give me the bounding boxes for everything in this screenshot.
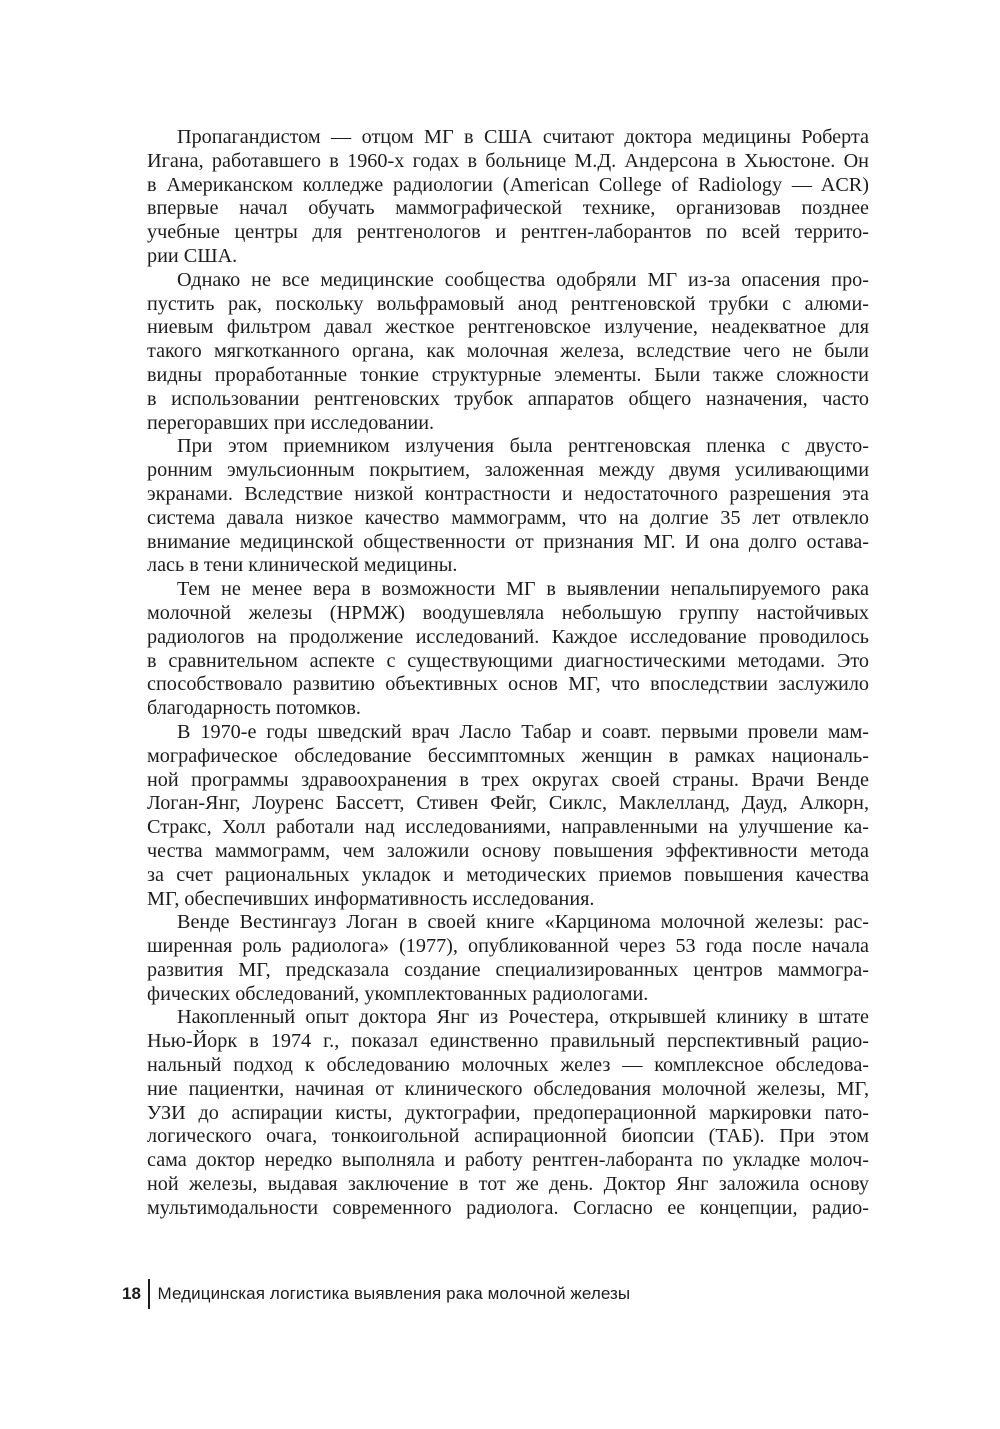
text-line: При этом приемником излучения была рентгеновская пленка с двусто- — [177, 435, 869, 458]
text-line: мографическое обследование бессимптомных женщин в рамках националь- — [147, 744, 869, 767]
text-line: внимание медицинской общественности от признания МГ. И она долго остава- — [147, 530, 869, 553]
paragraph — [147, 1006, 869, 1220]
paragraph — [147, 578, 869, 721]
text-line: Стракс, Холл работали над исследованиями, направленными на улучшение ка- — [147, 816, 869, 839]
paragraph — [147, 435, 869, 578]
text-line: ширенная роль радиолога» (1977), опубликованной через 53 года после начала — [147, 935, 869, 958]
page-number: 18 — [122, 1284, 141, 1303]
text-line: впервые начал обучать маммографической технике, организовав позднее — [147, 197, 869, 220]
text-line: ной железы, выдавая заключение в тот же день. Доктор Янг заложила основу — [147, 1173, 869, 1196]
text-line: развития МГ, предсказала создание специализированных центров маммогра- — [147, 958, 869, 981]
text-line: благодарность потомков. — [147, 697, 361, 720]
text-line: рии США. — [147, 244, 238, 267]
text-line: молочной железы (НРМЖ) воодушевляла небольшую группу настойчивых — [147, 601, 869, 624]
text-line: В 1970-е годы шведский врач Ласло Табар и соавт. первыми провели мам- — [177, 720, 869, 743]
text-line: ной программы здравоохранения в трех округах своей страны. Врачи Венде — [147, 768, 869, 791]
text-line: ронним эмульсионным покрытием, заложенная между двумя усиливающими — [147, 459, 869, 482]
text-line: Накопленный опыт доктора Янг из Рочестера, открывшей клинику в штате — [177, 1006, 869, 1029]
text-line: за счет рациональных укладок и методических приемов повышения качества — [147, 863, 869, 886]
page-footer — [122, 1278, 630, 1310]
text-line: перегоравших при исследовании. — [147, 411, 435, 434]
text-line: система давала низкое качество маммограмм, что на долгие 35 лет отвлекло — [147, 506, 869, 529]
text-line: в сравнительном аспекте с существующими диагностическими методами. Это — [147, 649, 869, 672]
text-line: Нью-Йорк в 1974 г., показал единственно правильный перспективный рацио- — [147, 1030, 869, 1053]
text-line: Тем не менее вера в возможности МГ в выявлении непальпируемого рака — [177, 578, 869, 601]
paragraph — [147, 269, 869, 436]
text-line: МГ, обеспечивших информативность исследования. — [147, 887, 595, 910]
body-text — [147, 126, 869, 1221]
text-line: мультимодальности современного радиолога. Согласно ее концепции, радио- — [147, 1196, 869, 1219]
text-line: фических обследований, укомплектованных радиологами. — [147, 982, 649, 1005]
text-line: Пропагандистом — отцом МГ в США считают доктора медицины Роберта — [177, 126, 869, 148]
text-line: нальный подход к обследованию молочных желез — комплексное обследова- — [147, 1054, 869, 1077]
text-line: УЗИ до аспирации кисты, дуктографии, предоперационной маркировки пато- — [147, 1101, 869, 1124]
text-line: способствовало развитию объективных основ МГ, что впоследствии заслужило — [147, 673, 869, 696]
text-line: учебные центры для рентгенологов и рентген-лаборантов по всей террито- — [147, 221, 869, 244]
text-line: логического очага, тонкоигольной аспирационной биопсии (ТАБ). При этом — [147, 1125, 869, 1148]
text-line: Логан-Янг, Лоуренс Бассетт, Стивен Фейг, Сиклс, Маклелланд, Дауд, Алкорн, — [147, 792, 869, 815]
text-line: ниевым фильтром давал жесткое рентгеновское излучение, неадекватное для — [147, 316, 869, 339]
text-line: сама доктор нередко выполняла и работу рентген-лаборанта по укладке молоч- — [147, 1149, 869, 1172]
text-line: экранами. Вследствие низкой контрастности и недостаточного разрешения эта — [147, 482, 869, 505]
text-line: в Американском колледже радиологии (American College of Radiology — ACR) — [147, 173, 869, 196]
footer-divider — [148, 1279, 150, 1309]
paragraph — [147, 721, 869, 911]
text-line: ние пациентки, начиная от клинического обследования молочной железы, МГ, — [147, 1077, 869, 1100]
text-line: видны проработанные тонкие структурные элементы. Были также сложности — [147, 363, 869, 386]
text-line: пустить рак, поскольку вольфрамовый анод рентгеновской трубки с алюми- — [147, 292, 869, 315]
text-line: Игана, работавшего в 1960-х годах в больнице М.Д. Андерсона в Хьюстоне. Он — [147, 149, 869, 172]
text-line: чества маммограмм, чем заложили основу повышения эффективности метода — [147, 839, 869, 862]
text-line: в использовании рентгеновских трубок аппаратов общего назначения, часто — [147, 387, 869, 410]
running-title: Медицинская логистика выявления рака молочной железы — [157, 1284, 631, 1303]
text-line: Однако не все медицинские сообщества одобряли МГ из-за опасения про- — [177, 268, 869, 291]
paragraph — [147, 911, 869, 1006]
text-line: такого мягкотканного органа, как молочная железа, вследствие чего не были — [147, 340, 869, 363]
text-line: радиологов на продолжение исследований. Каждое исследование проводилось — [147, 625, 869, 648]
text-line: лась в тени клинической медицины. — [147, 554, 458, 577]
text-line: Венде Вестингауз Логан в своей книге «Карцинома молочной железы: рас- — [177, 911, 869, 934]
paragraph — [147, 126, 869, 269]
